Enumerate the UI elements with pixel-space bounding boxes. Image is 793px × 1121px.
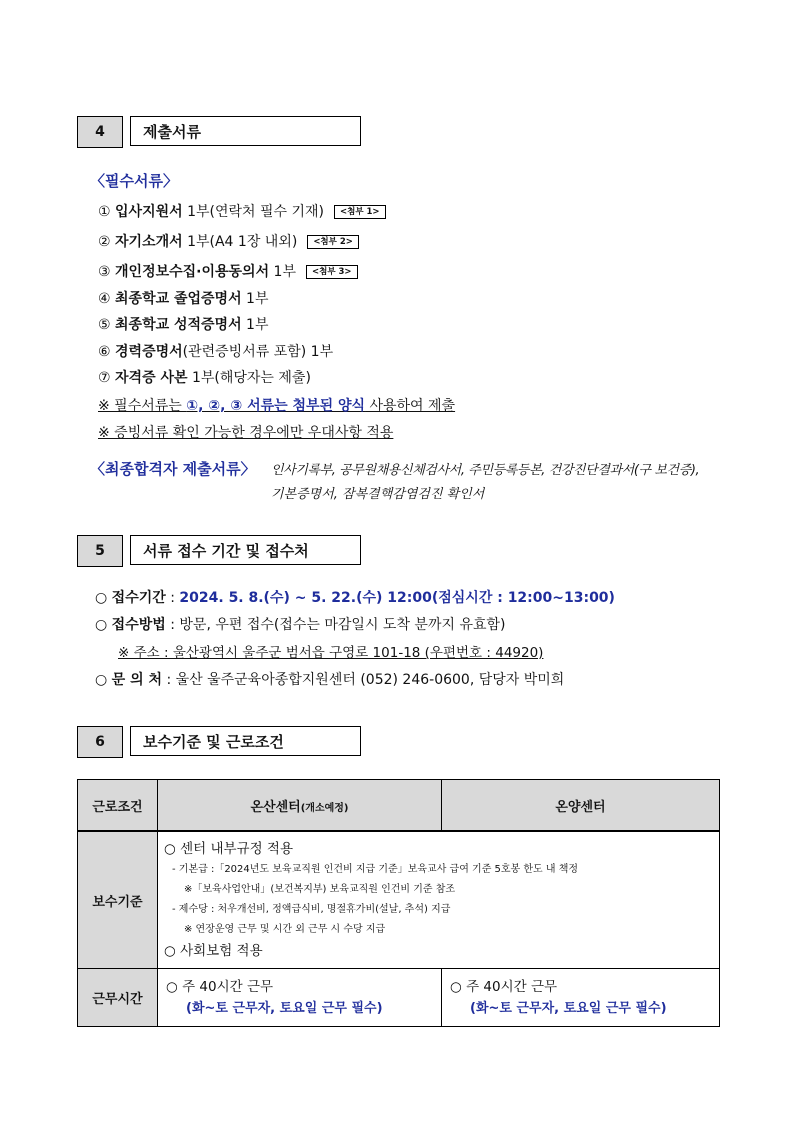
header-onyang-center: 온양센터	[442, 780, 720, 832]
working-hours-onyang: ○ 주 40시간 근무 (화~토 근무자, 토요일 근무 필수)	[442, 969, 720, 1027]
attachment-badge: <첨부 3>	[306, 265, 358, 279]
table-row-pay	[78, 831, 720, 969]
reception-period: ○ 접수기간 : 2024. 5. 8.(수) ~ 5. 22.(수) 12:00(점심시간 : 12:00~13:00)	[95, 590, 615, 606]
section-6-number: 6	[77, 726, 123, 758]
required-item-3: ③ 개인정보수집·이용동의서 1부 <첨부 3>	[98, 261, 358, 281]
required-item-5: ⑤ 최종학교 성적증명서 1부	[98, 317, 269, 333]
working-hours-label: 근무시간	[78, 969, 158, 1027]
required-docs-heading: 〈필수서류〉	[90, 172, 178, 190]
reception-method: ○ 접수방법 : 방문, 우편 접수(접수는 마감일시 도착 분까지 유효함)	[95, 617, 506, 633]
required-note-2: ※ 증빙서류 확인 가능한 경우에만 우대사항 적용	[98, 425, 394, 441]
required-item-2: ② 자기소개서 1부(A4 1장 내외) <첨부 2>	[98, 231, 359, 251]
required-item-4: ④ 최종학교 졸업증명서 1부	[98, 291, 269, 307]
required-item-6: ⑥ 경력증명서(관련증빙서류 포함) 1부	[98, 344, 334, 360]
section-5-number: 5	[77, 535, 123, 567]
header-onsan-center: 온산센터(개소예정)	[158, 780, 442, 832]
final-docs-line-2: 기본증명서, 잠복결핵감염검진 확인서	[271, 487, 485, 502]
section-4-title: 제출서류	[130, 116, 361, 146]
table-header-row	[78, 780, 720, 832]
required-item-7: ⑦ 자격증 사본 1부(해당자는 제출)	[98, 370, 311, 386]
attachment-badge: <첨부 1>	[334, 205, 386, 219]
required-item-1: ① 입사지원서 1부(연락처 필수 기재) <첨부 1>	[98, 201, 386, 221]
working-hours-onsan: ○ 주 40시간 근무 (화~토 근무자, 토요일 근무 필수)	[158, 969, 442, 1027]
pay-standard-label: 보수기준	[78, 831, 158, 969]
header-conditions: 근로조건	[78, 780, 158, 832]
section-5-title: 서류 접수 기간 및 접수처	[130, 535, 361, 565]
reception-contact: ○ 문 의 처 : 울산 울주군육아종합지원센터 (052) 246-0600, 담당자 박미희	[95, 672, 565, 688]
section-6-title: 보수기준 및 근로조건	[130, 726, 361, 756]
required-note-1: ※ 필수서류는 ①, ②, ③ 서류는 첨부된 양식 사용하여 제출	[98, 398, 456, 414]
working-conditions-table	[77, 779, 720, 1027]
final-docs-heading: 〈최종합격자 제출서류〉	[90, 460, 256, 478]
final-docs-line-1: 인사기록부, 공무원채용신체검사서, 주민등록등본, 건강진단결과서(구 보건증),	[271, 463, 700, 478]
section-4-number: 4	[77, 116, 123, 148]
attachment-badge: <첨부 2>	[307, 235, 359, 249]
pay-standard-content: ○ 센터 내부규정 적용 - 기본급 :「2024년도 보육교직원 인건비 지급 기준」보육교사 급여 기준 5호봉 한도 내 책정 ※「보육사업안내」(보건복지부) 보육교직원 인건비 기준 참조 - 제수당 : 처우개선비, 정액급식비, 명절휴가비(설날, 추석) 지급 ※ 연장운영 근무 및 시간 외 근무 시 수당 지급 ○ 사회보험 적용	[158, 831, 720, 969]
reception-address: ※ 주소 : 울산광역시 울주군 범서읍 구영로 101-18 (우편번호 : 44920)	[118, 645, 544, 661]
table-row-hours	[78, 969, 720, 1027]
